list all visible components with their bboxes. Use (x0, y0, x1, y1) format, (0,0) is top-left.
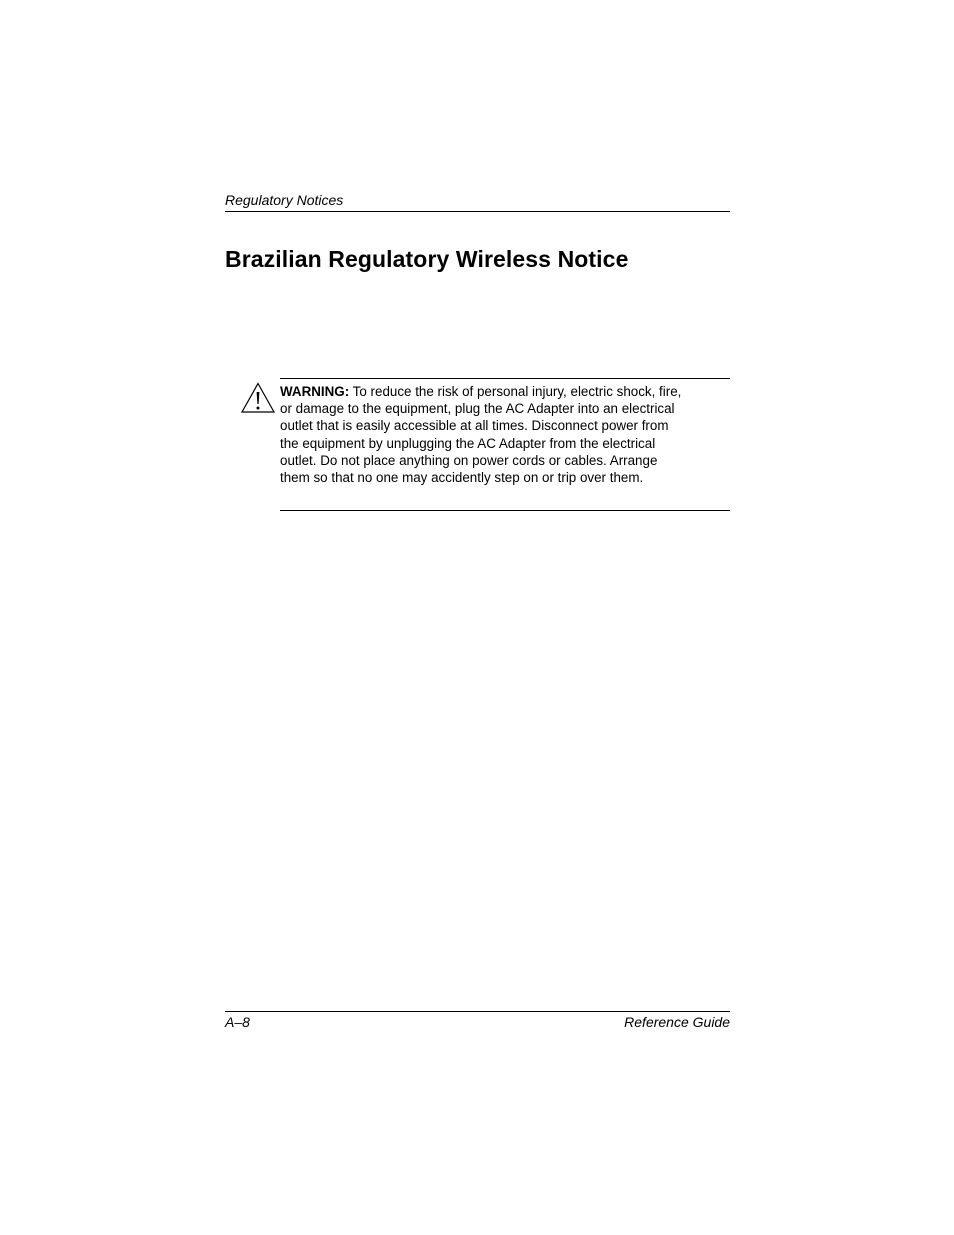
running-header: Regulatory Notices (225, 192, 344, 208)
page-title: Brazilian Regulatory Wireless Notice (225, 246, 629, 272)
header-rule (225, 211, 730, 212)
warning-top-rule (280, 378, 730, 379)
warning-label: WARNING: (280, 384, 350, 399)
warning-text (280, 383, 690, 486)
warning-triangle-icon (240, 382, 276, 414)
warning-body: To reduce the risk of personal injury, electric shock, fire, or damage to the equipment, plug the AC Adapter into an electrical outlet that is easily accessible at all times. Disconnect power from the equipment by unplugging the AC Adapter from the electrical outlet. Do not place anything on power cords or cables. Arrange them so that no one may accidently step on or trip over them. (280, 384, 682, 486)
guide-name: Reference Guide (624, 1014, 730, 1030)
page-number: A–8 (225, 1014, 250, 1030)
warning-bottom-rule (280, 510, 730, 511)
footer-rule (225, 1011, 730, 1012)
